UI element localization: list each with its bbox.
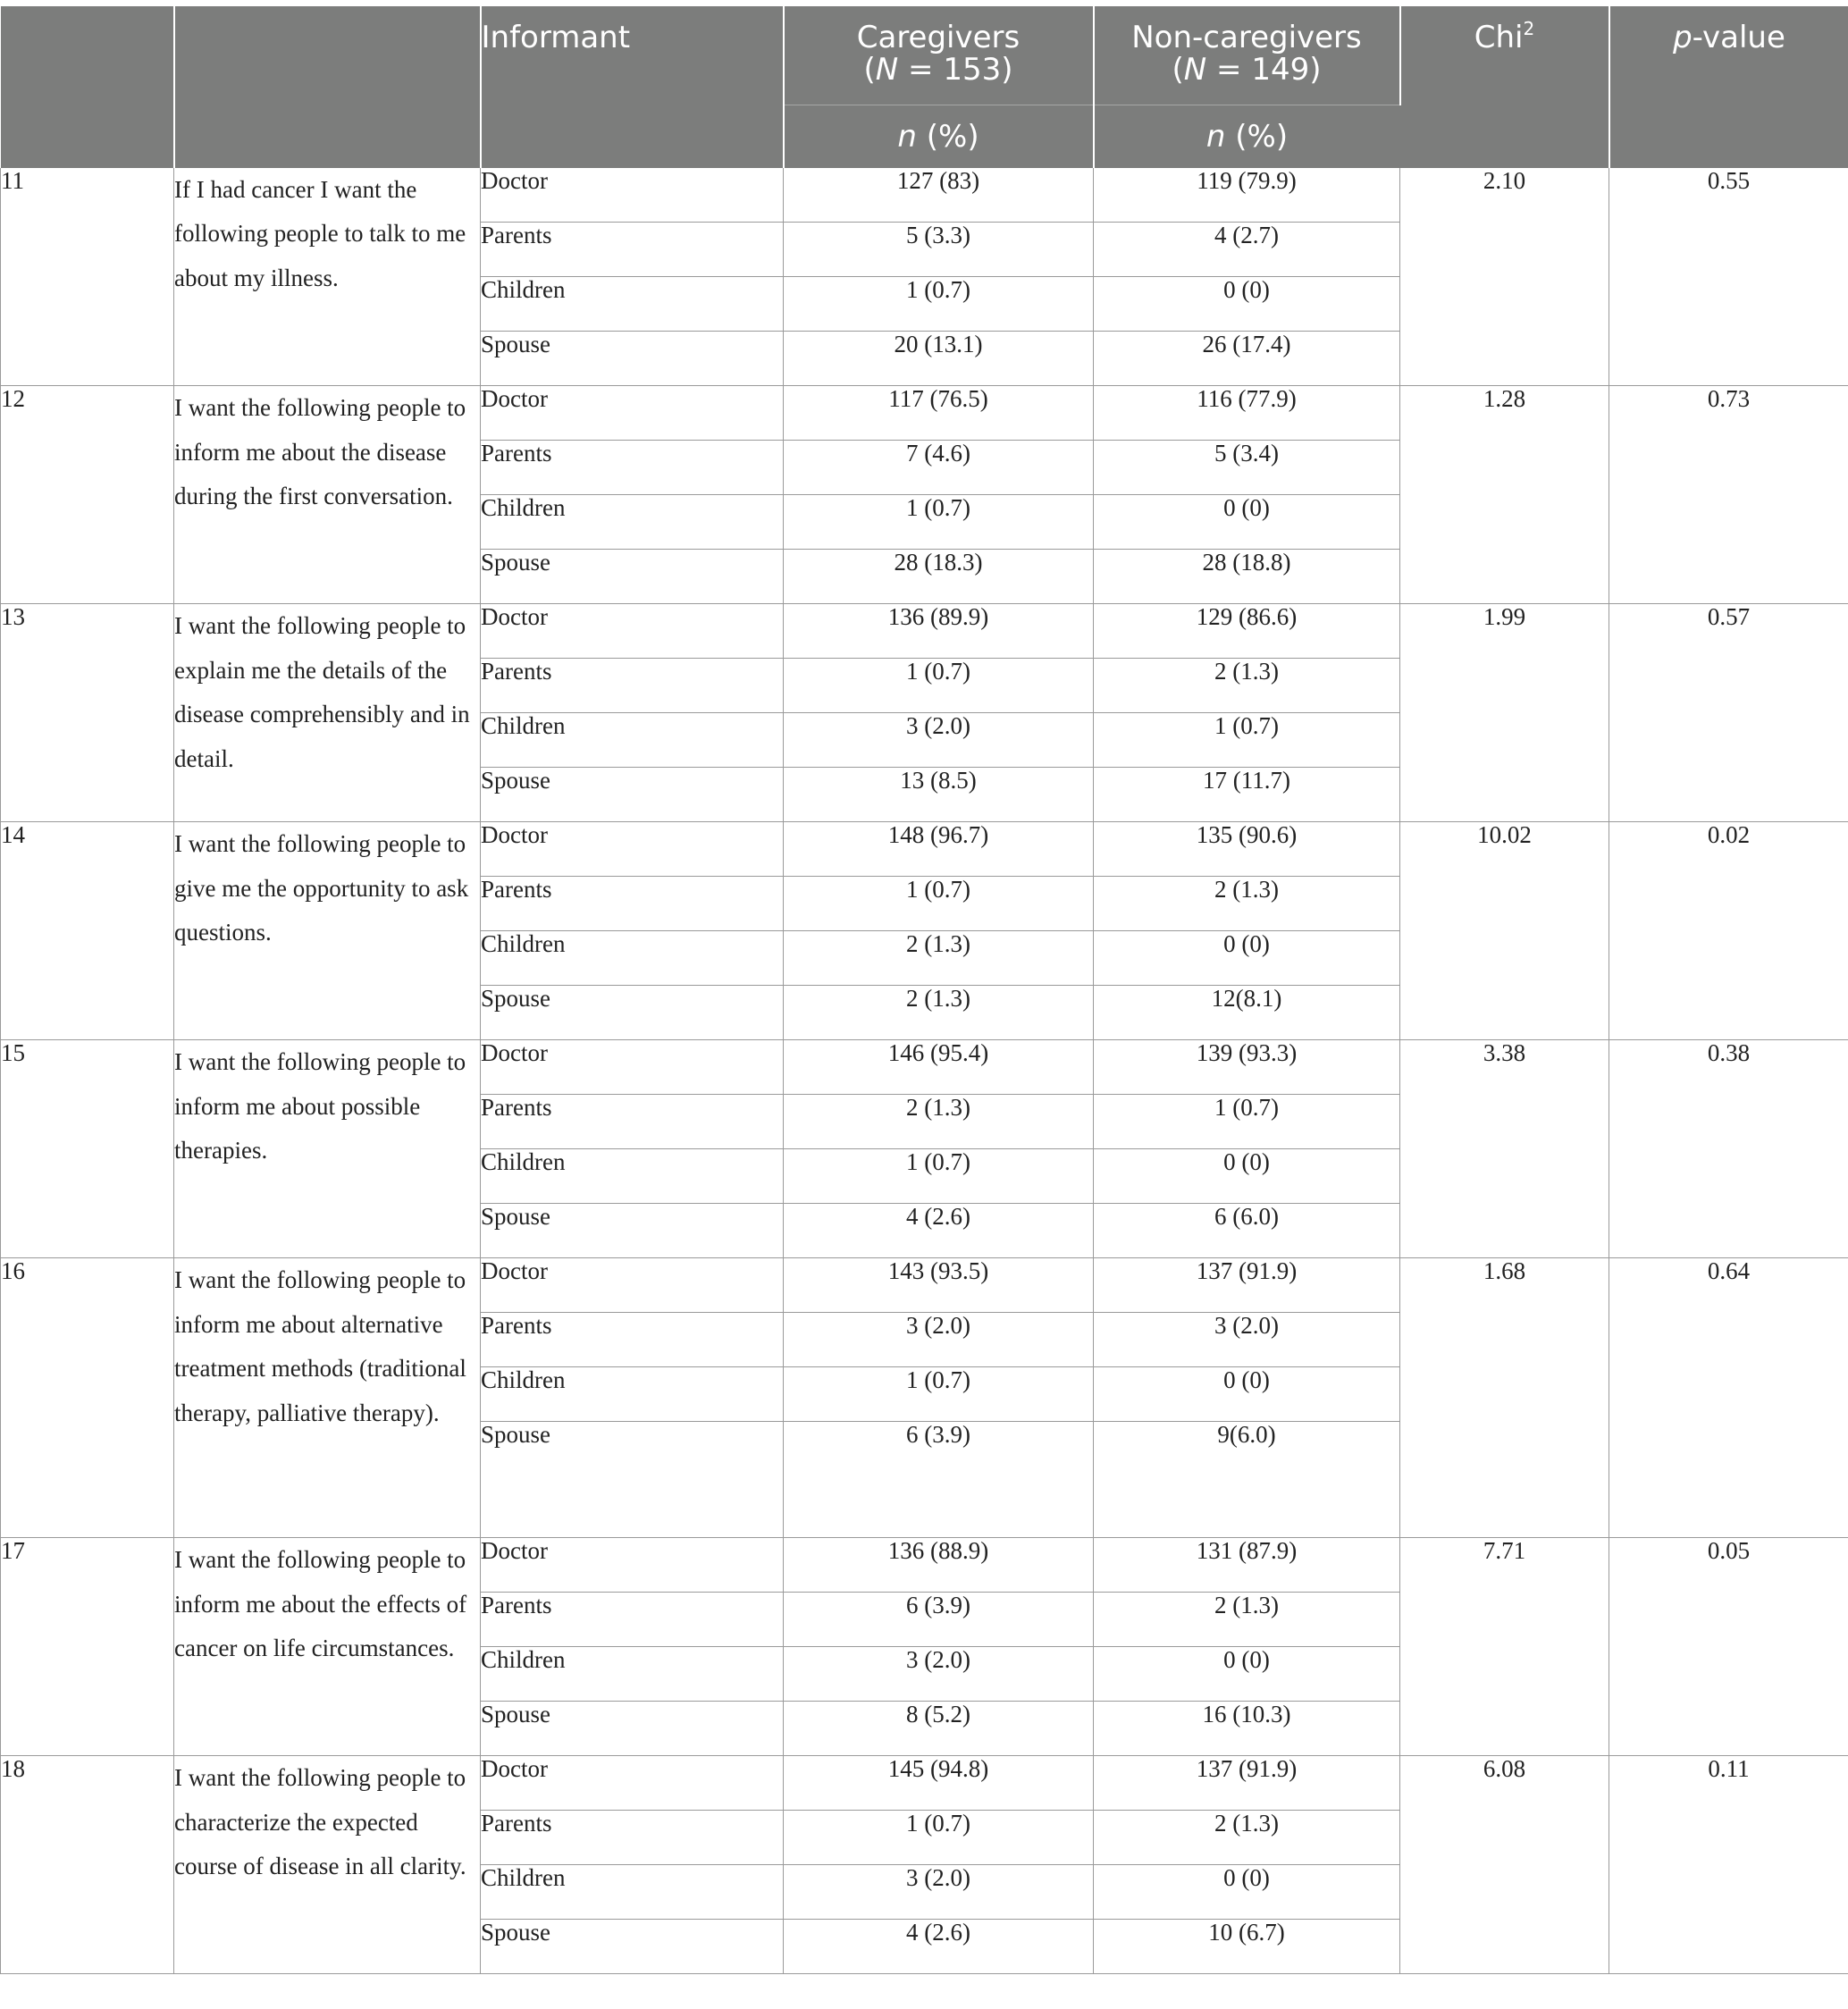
informant-cell: Doctor (481, 1756, 784, 1811)
informant-cell: Spouse (481, 1204, 784, 1258)
noncaregivers-value: 16 (10.3) (1094, 1702, 1400, 1756)
noncaregivers-value: 119 (79.9) (1094, 168, 1400, 223)
caregivers-value: 136 (88.9) (784, 1538, 1094, 1593)
caregivers-value: 146 (95.4) (784, 1040, 1094, 1095)
caregivers-value: 3 (2.0) (784, 1313, 1094, 1367)
noncaregivers-value: 2 (1.3) (1094, 1811, 1400, 1865)
caregivers-value: 7 (4.6) (784, 441, 1094, 495)
caregivers-value: 8 (5.2) (784, 1702, 1094, 1756)
noncaregivers-value: 5 (3.4) (1094, 441, 1400, 495)
noncaregivers-value: 0 (0) (1094, 931, 1400, 986)
p-value: 0.02 (1609, 822, 1848, 1040)
item-question: I want the following people to inform me about possible therapies. (174, 1040, 481, 1258)
item-question: If I had cancer I want the following people to talk to me about my illness. (174, 168, 481, 386)
caregivers-value: 1 (0.7) (784, 659, 1094, 713)
header-caregivers-n-value: = 153) (898, 52, 1013, 88)
caregivers-value: 1 (0.7) (784, 1149, 1094, 1204)
caregivers-value: 1 (0.7) (784, 877, 1094, 931)
informant-cell: Children (481, 277, 784, 332)
noncaregivers-value: 17 (11.7) (1094, 768, 1400, 822)
informant-cell: Parents (481, 877, 784, 931)
item-question: I want the following people to give me the opportunity to ask questions. (174, 822, 481, 1040)
informant-cell: Children (481, 1367, 784, 1422)
caregivers-value: 6 (3.9) (784, 1593, 1094, 1647)
p-value: 0.05 (1609, 1538, 1848, 1756)
header-chi-square (1400, 6, 1609, 168)
informant-cell: Spouse (481, 1702, 784, 1756)
noncaregivers-value: 0 (0) (1094, 1865, 1400, 1920)
item-number: 17 (1, 1538, 174, 1756)
header-caregivers-unit-pct: (%) (916, 118, 979, 155)
table-row (1, 168, 1848, 223)
chi-square-value: 3.38 (1400, 1040, 1609, 1258)
caregivers-value: 13 (8.5) (784, 768, 1094, 822)
informant-cell: Parents (481, 1313, 784, 1367)
caregivers-value: 2 (1.3) (784, 986, 1094, 1040)
noncaregivers-value: 9(6.0) (1094, 1422, 1400, 1538)
item-question: I want the following people to explain me the details of the disease comprehensibly and in detail. (174, 604, 481, 822)
caregivers-value: 148 (96.7) (784, 822, 1094, 877)
informant-cell: Children (481, 1149, 784, 1204)
p-value: 0.57 (1609, 604, 1848, 822)
header-noncaregivers-unit (1094, 105, 1400, 168)
caregivers-value: 5 (3.3) (784, 223, 1094, 277)
table-row (1, 1040, 1848, 1095)
noncaregivers-value: 139 (93.3) (1094, 1040, 1400, 1095)
table-header (1, 6, 1848, 168)
header-noncaregivers-n-label: N (1183, 52, 1207, 88)
noncaregivers-value: 0 (0) (1094, 1149, 1400, 1204)
header-blank-question (174, 6, 481, 168)
noncaregivers-value: 131 (87.9) (1094, 1538, 1400, 1593)
header-caregivers-unit (784, 105, 1094, 168)
item-number: 15 (1, 1040, 174, 1258)
header-p-rest: -value (1692, 20, 1785, 55)
header-p-value (1609, 6, 1848, 168)
caregivers-value: 3 (2.0) (784, 1865, 1094, 1920)
caregivers-value: 136 (89.9) (784, 604, 1094, 659)
table-row (1, 386, 1848, 441)
informant-cell: Parents (481, 659, 784, 713)
header-chi-label: Chi (1474, 20, 1524, 55)
item-number: 18 (1, 1756, 174, 1974)
caregivers-value: 4 (2.6) (784, 1920, 1094, 1974)
noncaregivers-value: 0 (0) (1094, 1367, 1400, 1422)
header-chi-superscript: 2 (1523, 18, 1535, 39)
item-number: 11 (1, 168, 174, 386)
noncaregivers-value: 4 (2.7) (1094, 223, 1400, 277)
informant-cell: Spouse (481, 1422, 784, 1538)
header-blank-number (1, 6, 174, 168)
noncaregivers-value: 2 (1.3) (1094, 877, 1400, 931)
informant-cell: Doctor (481, 604, 784, 659)
noncaregivers-value: 129 (86.6) (1094, 604, 1400, 659)
informant-cell: Spouse (481, 550, 784, 604)
caregivers-value: 143 (93.5) (784, 1258, 1094, 1313)
caregivers-value: 117 (76.5) (784, 386, 1094, 441)
noncaregivers-value: 3 (2.0) (1094, 1313, 1400, 1367)
item-number: 12 (1, 386, 174, 604)
noncaregivers-value: 2 (1.3) (1094, 1593, 1400, 1647)
results-table (0, 6, 1848, 1974)
noncaregivers-value: 1 (0.7) (1094, 713, 1400, 768)
caregivers-value: 1 (0.7) (784, 277, 1094, 332)
noncaregivers-value: 0 (0) (1094, 1647, 1400, 1702)
item-question: I want the following people to characterize the expected course of disease in all clarity. (174, 1756, 481, 1974)
header-noncaregivers-label: Non-caregivers (1131, 20, 1362, 55)
caregivers-value: 1 (0.7) (784, 1367, 1094, 1422)
caregivers-value: 1 (0.7) (784, 495, 1094, 550)
noncaregivers-value: 0 (0) (1094, 277, 1400, 332)
item-number: 14 (1, 822, 174, 1040)
item-question: I want the following people to inform me about alternative treatment methods (traditional therapy, palliative therapy). (174, 1258, 481, 1538)
caregivers-value: 145 (94.8) (784, 1756, 1094, 1811)
noncaregivers-value: 1 (0.7) (1094, 1095, 1400, 1149)
table-row (1, 822, 1848, 877)
noncaregivers-value: 116 (77.9) (1094, 386, 1400, 441)
table-row (1, 1258, 1848, 1313)
informant-cell: Doctor (481, 1040, 784, 1095)
p-value: 0.11 (1609, 1756, 1848, 1974)
header-p-italic: p (1673, 20, 1693, 55)
caregivers-value: 1 (0.7) (784, 1811, 1094, 1865)
informant-cell: Parents (481, 1095, 784, 1149)
informant-cell: Doctor (481, 386, 784, 441)
caregivers-value: 28 (18.3) (784, 550, 1094, 604)
header-caregivers-n-label: N (875, 52, 899, 88)
header-caregivers-label: Caregivers (856, 20, 1021, 55)
caregivers-value: 4 (2.6) (784, 1204, 1094, 1258)
item-number: 16 (1, 1258, 174, 1538)
chi-square-value: 7.71 (1400, 1538, 1609, 1756)
noncaregivers-value: 135 (90.6) (1094, 822, 1400, 877)
informant-cell: Spouse (481, 332, 784, 386)
chi-square-value: 1.28 (1400, 386, 1609, 604)
table-row (1, 1538, 1848, 1593)
noncaregivers-value: 2 (1.3) (1094, 659, 1400, 713)
noncaregivers-value: 137 (91.9) (1094, 1756, 1400, 1811)
chi-square-value: 1.99 (1400, 604, 1609, 822)
chi-square-value: 1.68 (1400, 1258, 1609, 1538)
informant-cell: Parents (481, 1593, 784, 1647)
noncaregivers-value: 26 (17.4) (1094, 332, 1400, 386)
p-value: 0.38 (1609, 1040, 1848, 1258)
caregivers-value: 127 (83) (784, 168, 1094, 223)
chi-square-value: 10.02 (1400, 822, 1609, 1040)
table-row (1, 1756, 1848, 1811)
caregivers-value: 20 (13.1) (784, 332, 1094, 386)
p-value: 0.73 (1609, 386, 1848, 604)
informant-cell: Doctor (481, 1258, 784, 1313)
informant-cell: Children (481, 931, 784, 986)
informant-cell: Children (481, 1865, 784, 1920)
noncaregivers-value: 137 (91.9) (1094, 1258, 1400, 1313)
informant-cell: Children (481, 495, 784, 550)
header-noncaregivers-unit-pct: (%) (1225, 118, 1289, 155)
informant-cell: Spouse (481, 768, 784, 822)
caregivers-value: 3 (2.0) (784, 713, 1094, 768)
informant-cell: Doctor (481, 1538, 784, 1593)
header-noncaregivers: Non-caregivers (N = 149) (1094, 6, 1400, 105)
informant-cell: Spouse (481, 1920, 784, 1974)
informant-cell: Doctor (481, 822, 784, 877)
item-question: I want the following people to inform me about the effects of cancer on life circumstances. (174, 1538, 481, 1756)
informant-cell: Children (481, 1647, 784, 1702)
caregivers-value: 2 (1.3) (784, 1095, 1094, 1149)
header-caregivers: Caregivers (N = 153) (784, 6, 1094, 105)
noncaregivers-value: 28 (18.8) (1094, 550, 1400, 604)
header-noncaregivers-n-value: = 149) (1206, 52, 1322, 88)
header-caregivers-unit-n: n (897, 118, 917, 155)
header-noncaregivers-unit-n: n (1205, 118, 1226, 155)
noncaregivers-value: 0 (0) (1094, 495, 1400, 550)
caregivers-value: 3 (2.0) (784, 1647, 1094, 1702)
informant-cell: Doctor (481, 168, 784, 223)
p-value: 0.64 (1609, 1258, 1848, 1538)
chi-square-value: 6.08 (1400, 1756, 1609, 1974)
informant-cell: Parents (481, 1811, 784, 1865)
caregivers-value: 2 (1.3) (784, 931, 1094, 986)
table-row (1, 604, 1848, 659)
p-value: 0.55 (1609, 168, 1848, 386)
informant-cell: Parents (481, 441, 784, 495)
item-question: I want the following people to inform me about the disease during the first conversation. (174, 386, 481, 604)
caregivers-value: 6 (3.9) (784, 1422, 1094, 1538)
noncaregivers-value: 6 (6.0) (1094, 1204, 1400, 1258)
table-body (1, 168, 1848, 1974)
informant-cell: Children (481, 713, 784, 768)
noncaregivers-value: 12(8.1) (1094, 986, 1400, 1040)
chi-square-value: 2.10 (1400, 168, 1609, 386)
informant-cell: Parents (481, 223, 784, 277)
noncaregivers-value: 10 (6.7) (1094, 1920, 1400, 1974)
item-number: 13 (1, 604, 174, 822)
header-informant: Informant (481, 6, 784, 168)
informant-cell: Spouse (481, 986, 784, 1040)
